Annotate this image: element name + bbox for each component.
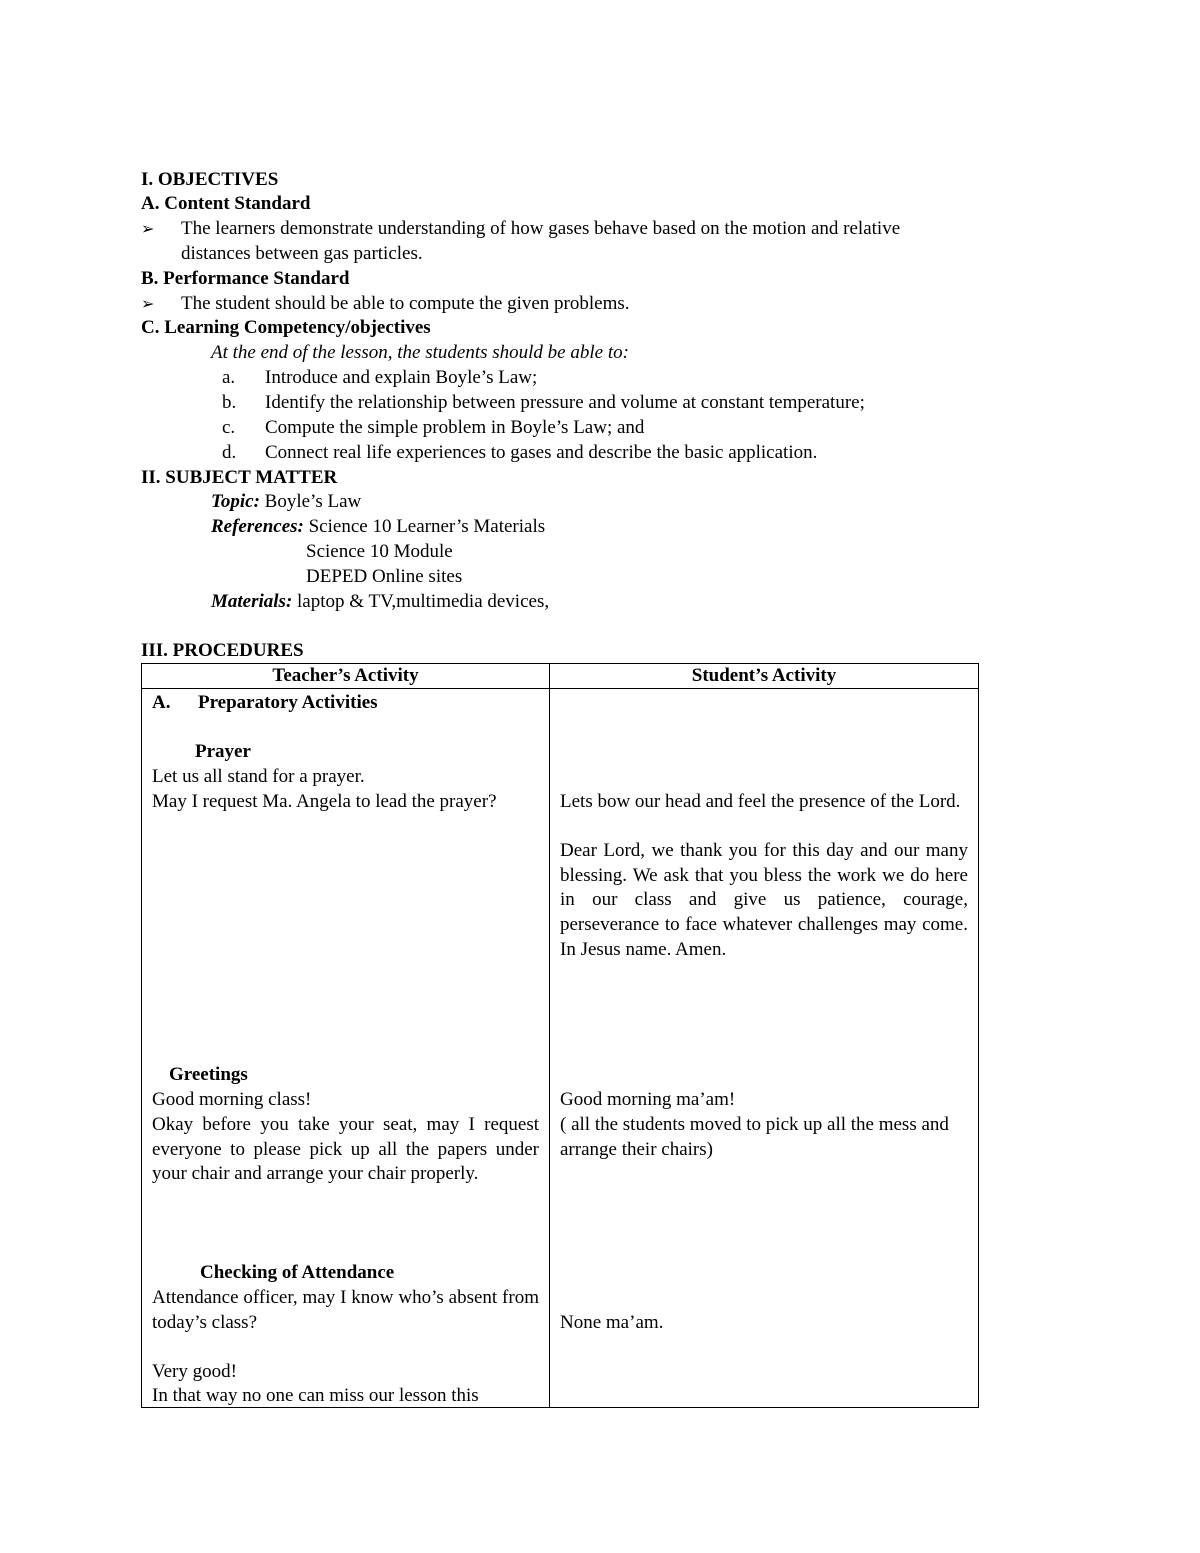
greetings-teacher-line-1: Good morning class! [152, 1089, 312, 1110]
student-activity-cell [550, 689, 979, 1408]
materials-value: laptop & TV,multimedia devices, [297, 591, 550, 612]
procedures-heading: III. PROCEDURES [141, 640, 304, 661]
prayer-title: Prayer [195, 741, 251, 762]
performance-standard-text: The student should be able to compute the given problems. [181, 293, 630, 314]
objectives-heading: I. OBJECTIVES [141, 169, 279, 190]
teacher-activity-cell [142, 689, 550, 1408]
arrow-bullet-icon: ➢ [141, 294, 155, 313]
content-standard-text: The learners demonstrate understanding of how gases behave based on the motion and relative [181, 218, 901, 239]
references-label: References: [211, 516, 304, 537]
arrow-bullet-icon: ➢ [141, 219, 155, 238]
greetings-student-line-2: ( all the students moved to pick up all the mess and arrange their chairs) [560, 1114, 949, 1160]
topic-label: Topic: [211, 491, 260, 512]
prep-letter: A. [152, 692, 171, 713]
table-header-row [142, 664, 979, 689]
preparatory-activities-heading [152, 691, 539, 716]
attendance-student-line: None ma’am. [560, 1312, 664, 1333]
content-standard-label: A. Content Standard [141, 193, 311, 214]
attendance-teacher-line-2: Very good! [152, 1361, 237, 1382]
learning-competency-intro: At the end of the lesson, the students should be able to: [211, 342, 629, 363]
materials-line [211, 589, 549, 614]
objective-letter: b. [222, 392, 237, 413]
topic-value: Boyle’s Law [264, 491, 362, 512]
reference-item: Science 10 Module [306, 541, 453, 562]
objective-text: Connect real life experiences to gases and describe the basic application. [265, 442, 818, 463]
objective-text: Compute the simple problem in Boyle’s Law; and [265, 417, 645, 438]
attendance-title: Checking of Attendance [200, 1262, 395, 1283]
table-row [142, 689, 979, 1408]
content-standard-text-cont: distances between gas particles. [181, 243, 423, 264]
objective-text: Identify the relationship between pressure and volume at constant temperature; [265, 392, 865, 413]
subject-matter-heading: II. SUBJECT MATTER [141, 467, 338, 488]
objective-letter: a. [222, 367, 236, 388]
reference-item: DEPED Online sites [306, 566, 463, 587]
prayer-student-line-2: Dear Lord, we thank you for this day and our many blessing. We ask that you bless the work we do here in our class and give us patience, courage, perseverance to face whatever challenges may come. In Jesus name. Amen. [560, 840, 968, 960]
prayer-teacher-line-2: May I request Ma. Angela to lead the prayer? [152, 791, 497, 812]
objective-letter: c. [222, 417, 236, 438]
references-line [211, 514, 545, 539]
greetings-teacher-line-2: Okay before you take your seat, may I request everyone to please pick up all the papers under your chair and arrange your chair properly. [152, 1114, 539, 1185]
learning-competency-label: C. Learning Competency/objectives [141, 317, 431, 338]
procedures-table [141, 663, 979, 1408]
performance-standard-label: B. Performance Standard [141, 268, 350, 289]
objective-text: Introduce and explain Boyle’s Law; [265, 367, 538, 388]
greetings-title: Greetings [169, 1064, 248, 1085]
reference-item: Science 10 Learner’s Materials [308, 516, 546, 537]
attendance-teacher-line-3: In that way no one can miss our lesson this [152, 1385, 479, 1406]
prayer-student-line-1: Lets bow our head and feel the presence of the Lord. [560, 791, 961, 812]
prayer-teacher-line-1: Let us all stand for a prayer. [152, 766, 365, 787]
prep-title: Preparatory Activities [197, 692, 378, 713]
objective-letter: d. [222, 442, 237, 463]
topic-line [211, 489, 361, 514]
teacher-activity-header: Teacher’s Activity [142, 664, 550, 689]
greetings-student-line-1: Good morning ma’am! [560, 1089, 736, 1110]
materials-label: Materials: [211, 591, 293, 612]
student-activity-header: Student’s Activity [550, 664, 979, 689]
attendance-teacher-line-1: Attendance officer, may I know who’s absent from today’s class? [152, 1287, 539, 1333]
